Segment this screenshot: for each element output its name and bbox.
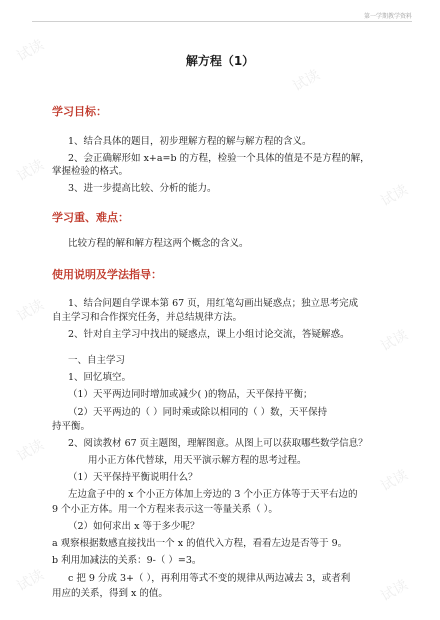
watermark: 试读 — [290, 66, 323, 95]
instruction-line: 自主学习和合作探究任务，并总结规律方法。 — [52, 312, 243, 323]
body-line: （1）天平两边同时增加或减少( )的物品，天平保持平衡； — [68, 389, 313, 400]
goal-line: 2、会正确解形如 x+a=b 的方程，检验一个具体的值是不是方程的解， — [68, 153, 370, 164]
body-line: 持平衡。 — [52, 421, 91, 432]
header-rule — [32, 21, 412, 22]
header-note: 第一学期教学资料 — [363, 13, 412, 20]
instruction-line: 2、针对自主学习中找出的疑惑点，课上小组讨论交流，答疑解惑。 — [68, 329, 350, 340]
watermark: 试读 — [14, 436, 47, 465]
body-line: c 把 9 分成 3+（ ），再利用等式不变的规律从两边减去 3，或者利 — [68, 573, 351, 584]
body-line: （2）天平两边的（ ）同时乘或除以相同的（ ）数，天平保持 — [68, 407, 328, 418]
section-heading-goals: 学习目标： — [52, 105, 107, 118]
body-line: 9 个小正方体。用一个方程来表示这一等量关系（ ）。 — [52, 504, 278, 515]
body-line: （2）如何求出 x 等于多少呢？ — [68, 521, 200, 532]
watermark: 试读 — [378, 326, 411, 355]
watermark: 试读 — [14, 566, 47, 595]
watermark: 试读 — [378, 181, 411, 210]
section-heading-key-points: 学习重、难点： — [52, 211, 129, 224]
watermark: 试读 — [378, 576, 411, 605]
body-line: a 观察根据数感直接找出一个 x 的值代入方程，看看左边是否等于 9。 — [52, 538, 348, 549]
goal-line: 3、进一步提高比较、分析的能力。 — [68, 183, 217, 194]
body-line: 用小正方体代替球，用天平演示解方程的思考过程。 — [88, 455, 307, 466]
body-line: 用应的关系，得到 x 的值。 — [52, 588, 168, 599]
body-line: b 利用加减法的关系：9-（ ）=3。 — [52, 555, 202, 566]
watermark: 试读 — [378, 466, 411, 495]
document-title: 解方程（1） — [185, 54, 255, 68]
goal-line: 掌握检验的格式。 — [52, 166, 129, 177]
key-point-line: 比较方程的解和解方程这两个概念的含义。 — [68, 238, 249, 249]
watermark: 试读 — [14, 36, 47, 65]
body-line: 2、阅读教材 67 页主题图，理解图意。从图上可以获取哪些数学信息？ — [68, 438, 368, 449]
body-line: 左边盒子中的 x 个小正方体加上旁边的 3 个小正方体等于天平右边的 — [68, 489, 358, 500]
watermark: 试读 — [14, 296, 47, 325]
watermark: 试读 — [14, 156, 47, 185]
goal-line: 1、结合具体的题目，初步理解方程的解与解方程的含义。 — [68, 136, 312, 147]
body-line: 一、自主学习 — [68, 355, 126, 366]
body-line: 1、回忆填空。 — [68, 372, 132, 383]
section-heading-instructions: 使用说明及学法指导： — [52, 268, 162, 281]
instruction-line: 1、结合问题自学课本第 67 页，用红笔勾画出疑惑点；独立思考完成 — [68, 298, 359, 309]
body-line: （1）天平保持平衡说明什么？ — [68, 472, 198, 483]
